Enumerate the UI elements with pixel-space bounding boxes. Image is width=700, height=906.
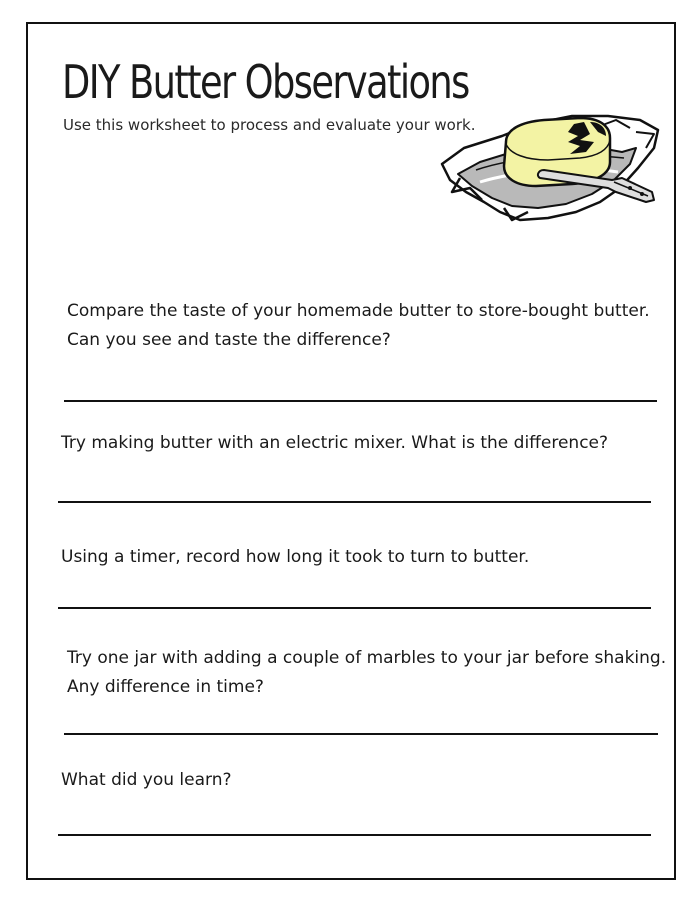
question-4-line-1: Try one jar with adding a couple of marbles to your jar before shaking. — [67, 648, 667, 668]
question-5 — [61, 766, 232, 795]
question-2 — [61, 429, 608, 458]
question-1 — [67, 297, 650, 355]
answer-line-5[interactable] — [58, 834, 651, 836]
question-3-line-1: Using a timer, record how long it took to turn to butter. — [61, 547, 530, 567]
page-subtitle: Use this worksheet to process and evaluate your work. — [63, 116, 476, 134]
question-1-line-1: Compare the taste of your homemade butter to store-bought butter. — [67, 301, 650, 321]
butter-on-dish-with-knife-icon — [440, 108, 662, 223]
question-3 — [61, 543, 529, 572]
answer-line-2[interactable] — [58, 501, 651, 503]
answer-line-1[interactable] — [64, 400, 657, 402]
answer-line-4[interactable] — [64, 733, 658, 735]
page-title: DIY Butter Observations — [62, 55, 469, 109]
question-1-line-2: Can you see and taste the difference? — [67, 330, 391, 350]
question-2-line-1: Try making butter with an electric mixer. What is the difference? — [61, 433, 609, 453]
question-5-line-1: What did you learn? — [61, 770, 232, 790]
answer-line-3[interactable] — [58, 607, 651, 609]
question-4 — [67, 644, 666, 702]
question-4-line-2: Any difference in time? — [67, 677, 264, 697]
